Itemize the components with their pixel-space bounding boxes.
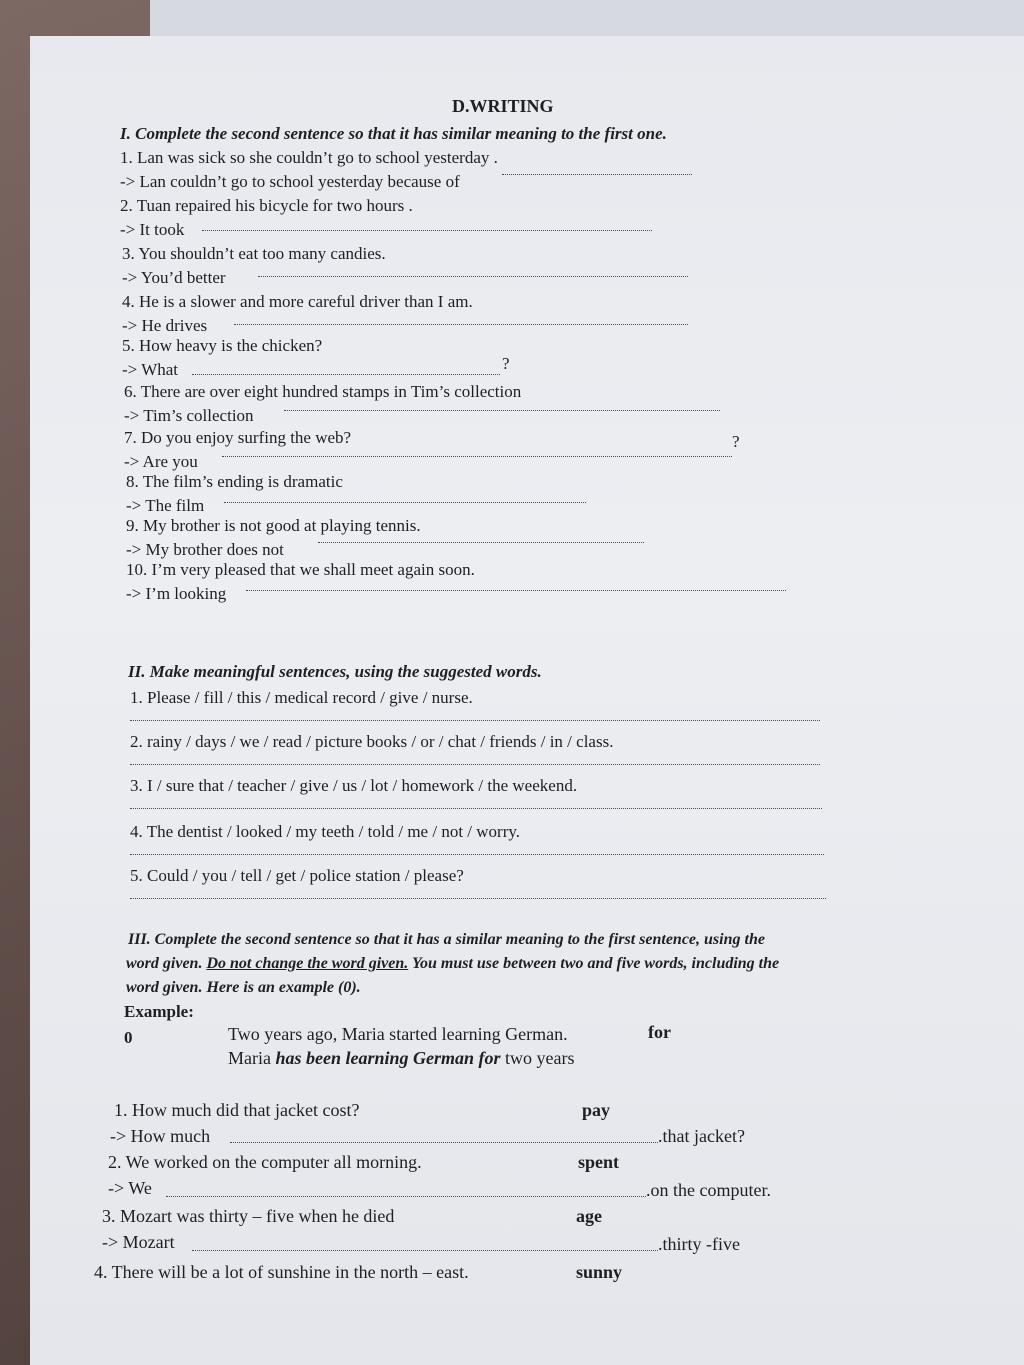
answer-line <box>130 720 820 721</box>
s1-item-5-prompt: -> What <box>122 360 179 379</box>
s3-item-3-word: age <box>576 1206 602 1226</box>
example-number: 0 <box>124 1028 133 1047</box>
worksheet-page <box>30 36 1024 1365</box>
s2-item-2: 2. rainy / days / we / read / picture books / or / chat / friends / in / class. <box>130 732 614 751</box>
s3-item-3-end: .thirty -five <box>658 1234 740 1254</box>
answer-line <box>130 808 822 809</box>
s3-item-2-end: .on the computer. <box>646 1180 771 1200</box>
s2-item-5: 5. Could / you / tell / get / police station / please? <box>130 866 464 885</box>
answer-line <box>202 230 652 231</box>
s3-item-3-prompt: -> Mozart <box>102 1232 175 1252</box>
s1-item-2-question: 2. Tuan repaired his bicycle for two hours . <box>120 196 413 215</box>
answer-line <box>318 542 644 543</box>
example-answer <box>228 1048 575 1068</box>
answer-line <box>284 410 720 411</box>
answer-line <box>246 590 786 591</box>
s3-item-1-word: pay <box>582 1100 611 1120</box>
s1-item-6-question: 6. There are over eight hundred stamps in Tim’s collection <box>124 382 522 401</box>
s3-item-2-question: 2. We worked on the computer all morning. <box>108 1152 422 1172</box>
s2-item-4: 4. The dentist / looked / my teeth / told / me / not / worry. <box>130 822 521 841</box>
s1-item-10-question: 10. I’m very pleased that we shall meet again soon. <box>126 560 475 579</box>
s1-item-1-prompt: -> Lan couldn’t go to school yesterday because of <box>120 172 460 191</box>
s1-item-4-question: 4. He is a slower and more careful driver than I am. <box>122 292 473 311</box>
example-label: Example: <box>124 1002 194 1021</box>
answer-line <box>192 1250 658 1251</box>
page-title: D.WRITING <box>452 96 554 116</box>
answer-line <box>224 502 586 503</box>
example-answer-end: two years <box>505 1048 575 1068</box>
s1-item-3-prompt: -> You’d better <box>122 268 226 287</box>
instruction-part: word given. <box>126 955 203 972</box>
s1-item-9-question: 9. My brother is not good at playing tennis. <box>126 516 421 535</box>
answer-line <box>222 456 732 457</box>
s1-item-6-prompt: -> Tim’s collection <box>124 406 254 425</box>
s1-item-9-prompt: -> My brother does not <box>126 540 284 559</box>
s1-item-5-end: ? <box>502 354 510 373</box>
s1-item-3-question: 3. You shouldn’t eat too many candies. <box>122 244 386 263</box>
section-2-instruction: II. Make meaningful sentences, using the suggested words. <box>128 662 542 681</box>
section-3-instruction-line-1: III. Complete the second sentence so that it has a similar meaning to the first sentence, using the <box>128 931 765 948</box>
s3-item-4-word: sunny <box>576 1262 623 1282</box>
s1-item-1-question: 1. Lan was sick so she couldn’t go to school yesterday . <box>120 148 498 167</box>
s1-item-4-prompt: -> He drives <box>122 316 208 335</box>
s3-item-1-question: 1. How much did that jacket cost? <box>114 1100 360 1120</box>
answer-line <box>130 898 826 899</box>
section-1-instruction: I. Complete the second sentence so that it has similar meaning to the first one. <box>120 124 667 143</box>
s1-item-7-question: 7. Do you enjoy surfing the web? <box>124 428 352 447</box>
section-3-instruction-line-3: word given. Here is an example (0). <box>126 979 361 996</box>
s1-item-5-question: 5. How heavy is the chicken? <box>122 336 323 355</box>
s1-item-8-prompt: -> The film <box>126 496 205 515</box>
example-answer-bold: has been learning German for <box>275 1048 501 1068</box>
s2-item-3: 3. I / sure that / teacher / give / us / lot / homework / the weekend. <box>130 776 578 795</box>
s3-item-1-prompt: -> How much <box>110 1126 211 1146</box>
s1-item-7-prompt: -> Are you <box>124 452 198 471</box>
instruction-part: You must use between two and five words, including the <box>411 955 780 972</box>
s3-item-1-end: .that jacket? <box>658 1126 745 1146</box>
s3-item-2-word: spent <box>578 1152 620 1172</box>
answer-line <box>192 374 500 375</box>
example-sentence: Two years ago, Maria started learning German. <box>228 1024 568 1044</box>
answer-line <box>258 276 688 277</box>
section-3-instruction-line-2 <box>126 954 779 974</box>
answer-line <box>130 764 820 765</box>
s1-item-2-prompt: -> It took <box>120 220 185 239</box>
s2-item-1: 1. Please / fill / this / medical record / give / nurse. <box>130 688 473 707</box>
s3-item-2-prompt: -> We <box>108 1178 152 1198</box>
answer-line <box>166 1196 646 1197</box>
s1-item-8-question: 8. The film’s ending is dramatic <box>126 472 343 491</box>
answer-line <box>234 324 688 325</box>
example-word: for <box>648 1022 671 1042</box>
answer-line <box>130 854 824 855</box>
answer-line <box>502 174 692 175</box>
s3-item-3-question: 3. Mozart was thirty – five when he died <box>102 1206 395 1226</box>
s3-item-4-question: 4. There will be a lot of sunshine in the north – east. <box>94 1262 469 1282</box>
s1-item-7-end: ? <box>732 432 740 451</box>
answer-line <box>230 1142 658 1143</box>
instruction-underlined: Do not change the word given. <box>206 955 409 972</box>
example-answer-start: Maria <box>228 1048 271 1068</box>
s1-item-10-prompt: -> I’m looking <box>126 584 227 603</box>
